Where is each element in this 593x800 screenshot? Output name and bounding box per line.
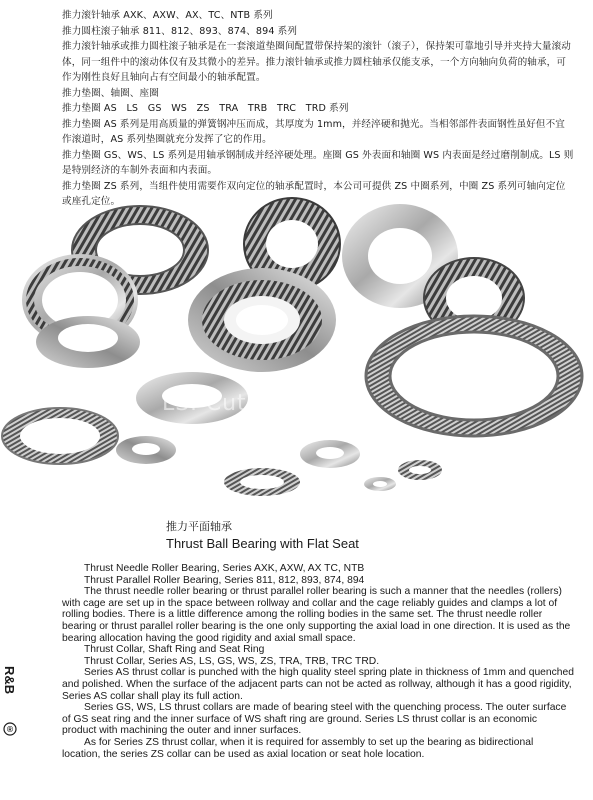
cn-heading-collar: 推力垫圈、轴圈、座圈 xyxy=(62,87,159,99)
en-paragraph-as: Series AS thrust collar is punched with the high quality steel spring plate in thickness of 1mm and quenched and polished. When the surface of the adjacent parts can not be acted as rollway, although it has a good rigidity, Series AS collar shall play its full action. xyxy=(62,667,574,702)
brand-name: R&B xyxy=(2,666,17,695)
cn-paragraph-zs: 推力垫圈 ZS 系列，当组件使用需要作双向定位的轴承配置时，本公司可提供 ZS 中圈系列，中圈 ZS 系列可轴向定位或座孔定位。 xyxy=(62,180,566,207)
en-paragraph-bearing: The thrust needle roller bearing or thrust parallel roller bearing is such a manner that the needles (rollers) with cage are set up in the space between rollway and collar and the cage reliably guides and clamps a lot of rolling bodies. There is a little difference among the rolling bodies in the same set. The thrust needle roller bearing or thrust parallel roller bearing is the one only supporting the axial load in one direction. It is used as the bearing allocation having the good rigidity and axial small space. xyxy=(62,586,571,644)
en-paragraph-gs-ws-ls: Series GS, WS, LS thrust collars are made of bearing steel with the quenching process. The outer surface of GS seat ring and the inner surface of WS shaft ring are ground. Series LS thrust collar is an economic product with machining the outer and inner surfaces. xyxy=(62,702,567,737)
small-washers xyxy=(116,436,442,496)
en-heading-collar-series: Thrust Collar, Series AS, LS, GS, WS, ZS, TRA, TRB, TRC TRD. xyxy=(84,655,380,667)
cn-heading-roller: 推力圆柱滚子轴承 811、812、893、874、894 系列 xyxy=(62,25,298,37)
en-paragraph-zs: As for Series ZS thrust collar, when it is required for assembly to set up the bearing as bidirectional location, the series ZS collar can be used as axial location or seat hole location. xyxy=(62,736,534,760)
bearing-foreground xyxy=(188,268,336,372)
chinese-description xyxy=(62,8,574,210)
cn-paragraph-as: 推力垫圈 AS 系列是用高质量的弹簧钢冲压而成，其厚度为 1mm，并经淬硬和抛光。当相邻部件表面钢性虽好但不宜作滚道时，AS 系列垫圈就充分发挥了它的作用。 xyxy=(62,118,566,145)
cn-heading-needle: 推力滚针轴承 AXK、AXW、AX、TC、NTB 系列 xyxy=(62,10,273,21)
product-photo xyxy=(0,192,593,504)
en-heading-collar: Thrust Collar, Shaft Ring and Seat Ring xyxy=(84,644,265,656)
cn-paragraph-bearing: 推力滚针轴承或推力圆柱滚子轴承是在一套滚道垫圈间配置带保持架的滚针（滚子），保持架可靠地引导并夹持大量滚动体，同一组件中的滚动体仅有及其微小的差异。推力滚针轴承或推力圆柱轴承仅能支承，一个方向轴向负荷的轴承，可作为刚性良好且轴向占有空间最小的轴承配置。 xyxy=(62,41,571,83)
cage-bottom-left xyxy=(2,408,118,464)
en-heading-roller: Thrust Parallel Roller Bearing, Series 811, 812, 893, 874, 894 xyxy=(84,574,365,586)
svg-text:®: ® xyxy=(6,724,14,735)
registered-icon xyxy=(3,722,17,736)
watermark: LSI Cut Bearing xyxy=(162,391,347,416)
brand-mark xyxy=(2,666,22,756)
seat-ring-left xyxy=(36,316,140,368)
section-title xyxy=(166,519,466,552)
en-heading-needle: Thrust Needle Roller Bearing, Series AXK, AXW, AX TC, NTB xyxy=(84,563,365,574)
section-title-en: Thrust Ball Bearing with Flat Seat xyxy=(166,536,359,551)
english-description xyxy=(62,563,574,760)
section-title-cn: 推力平面轴承 xyxy=(166,520,232,533)
cn-heading-collar-series: 推力垫圈 AS LS GS WS ZS TRA TRB TRC TRD 系列 xyxy=(62,103,349,114)
cage-bottom-right xyxy=(366,316,582,436)
cn-paragraph-gs-ws-ls: 推力垫圈 GS、WS、LS 系列是用轴承钢制成并经淬硬处理。座圈 GS 外表面和轴圈 WS 内表面是经过磨削制成。LS 则是特别经济的车制外表面和内表面。 xyxy=(62,149,574,176)
